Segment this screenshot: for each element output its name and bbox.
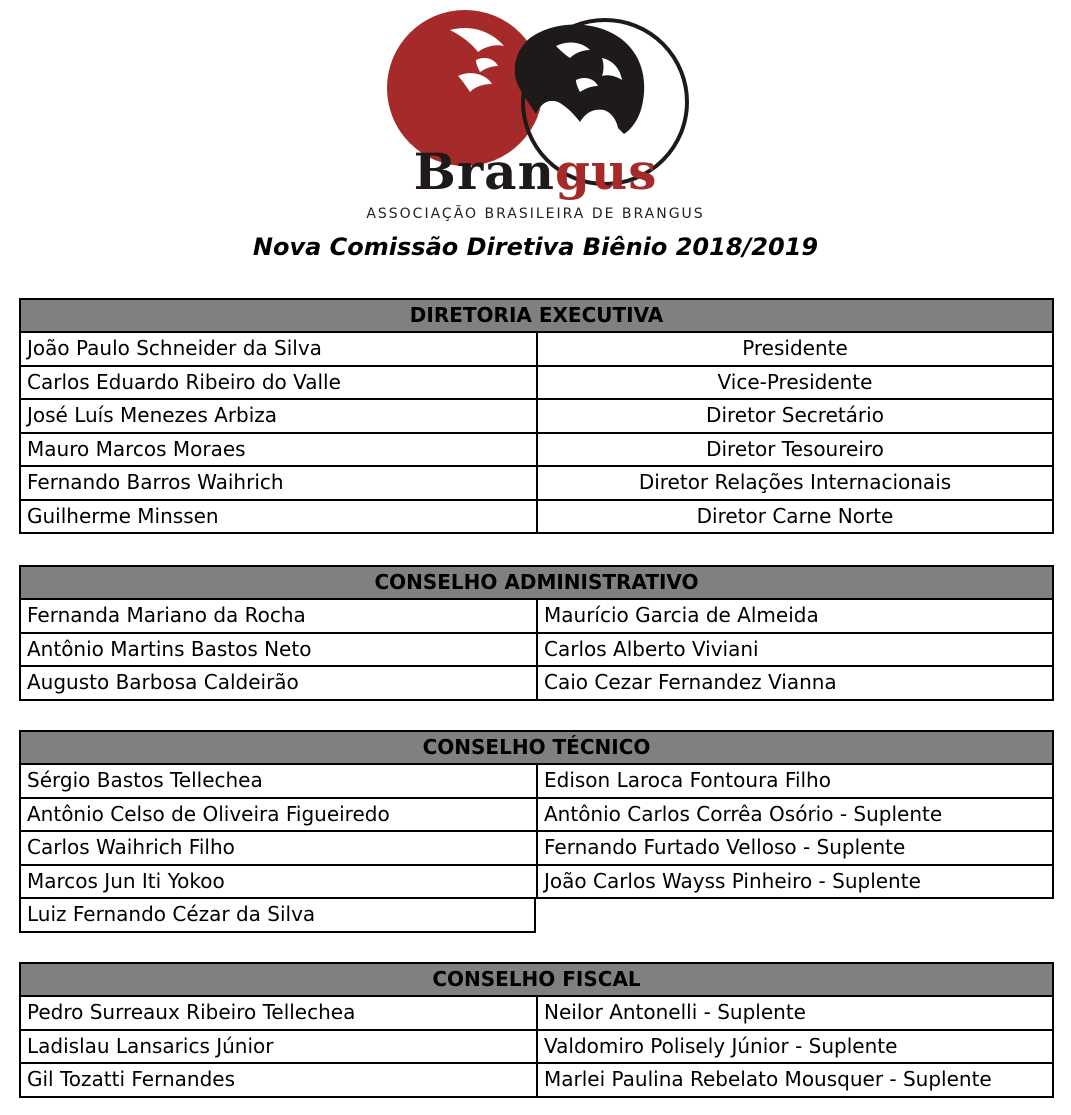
brand-wordmark-part1: Bran (413, 142, 555, 201)
member-name: Marlei Paulina Rebelato Mousquer - Suplente (536, 1064, 1054, 1098)
table-row (19, 765, 1054, 799)
table-row (19, 333, 1054, 367)
association-name: ASSOCIAÇÃO BRASILEIRA DE BRANGUS (366, 206, 705, 222)
brangus-logo (0, 0, 1071, 261)
table-row (19, 667, 1054, 701)
section-header: DIRETORIA EXECUTIVA (19, 298, 1054, 333)
member-name: Maurício Garcia de Almeida (536, 600, 1054, 634)
member-name: João Carlos Wayss Pinheiro - Suplente (536, 866, 1054, 900)
member-name: Marcos Jun Iti Yokoo (19, 866, 536, 900)
member-name: Carlos Alberto Viviani (536, 634, 1054, 668)
section-header: CONSELHO FISCAL (19, 962, 1054, 997)
member-role: Presidente (536, 333, 1054, 367)
table-row (19, 832, 1054, 866)
page-title: Nova Comissão Diretiva Biênio 2018/2019 (252, 233, 819, 261)
member-name: Carlos Eduardo Ribeiro do Valle (19, 367, 536, 401)
member-name: Antônio Carlos Corrêa Osório - Suplente (536, 799, 1054, 833)
member-name: Augusto Barbosa Caldeirão (19, 667, 536, 701)
table-row (19, 866, 1054, 900)
member-name: Mauro Marcos Moraes (19, 434, 536, 468)
member-role: Diretor Carne Norte (536, 501, 1054, 535)
member-name: Valdomiro Polisely Júnior - Suplente (536, 1031, 1054, 1065)
member-name: Fernanda Mariano da Rocha (19, 600, 536, 634)
member-name: Carlos Waihrich Filho (19, 832, 536, 866)
member-name: Luiz Fernando Cézar da Silva (19, 899, 536, 933)
member-name: Antônio Celso de Oliveira Figueiredo (19, 799, 536, 833)
table-row (19, 1031, 1054, 1065)
member-name: Sérgio Bastos Tellechea (19, 765, 536, 799)
member-name: João Paulo Schneider da Silva (19, 333, 536, 367)
table-row (19, 400, 1054, 434)
table-row (19, 899, 1054, 933)
diretoria-executiva-table (19, 298, 1054, 534)
member-name: Guilherme Minssen (19, 501, 536, 535)
member-role: Diretor Tesoureiro (536, 434, 1054, 468)
conselho-tecnico-table (19, 730, 1054, 933)
member-name: Edison Laroca Fontoura Filho (536, 765, 1054, 799)
table-row (19, 501, 1054, 535)
member-name: Pedro Surreaux Ribeiro Tellechea (19, 997, 536, 1031)
section-header: CONSELHO TÉCNICO (19, 730, 1054, 765)
table-row (19, 1064, 1054, 1098)
member-name: José Luís Menezes Arbiza (19, 400, 536, 434)
conselho-administrativo-table (19, 565, 1054, 701)
empty-cell (536, 899, 1054, 933)
member-name: Gil Tozatti Fernandes (19, 1064, 536, 1098)
member-name: Ladislau Lansarics Júnior (19, 1031, 536, 1065)
brand-wordmark (0, 142, 1071, 202)
section-header: CONSELHO ADMINISTRATIVO (19, 565, 1054, 600)
table-row (19, 467, 1054, 501)
table-row (19, 997, 1054, 1031)
conselho-fiscal-table (19, 962, 1054, 1098)
member-role: Diretor Relações Internacionais (536, 467, 1054, 501)
brand-wordmark-part2: gus (554, 142, 658, 201)
table-row (19, 634, 1054, 668)
member-name: Antônio Martins Bastos Neto (19, 634, 536, 668)
table-row (19, 434, 1054, 468)
member-role: Diretor Secretário (536, 400, 1054, 434)
member-name: Neilor Antonelli - Suplente (536, 997, 1054, 1031)
member-name: Caio Cezar Fernandez Vianna (536, 667, 1054, 701)
table-row (19, 367, 1054, 401)
member-role: Vice-Presidente (536, 367, 1054, 401)
table-row (19, 799, 1054, 833)
member-name: Fernando Furtado Velloso - Suplente (536, 832, 1054, 866)
table-row (19, 600, 1054, 634)
member-name: Fernando Barros Waihrich (19, 467, 536, 501)
